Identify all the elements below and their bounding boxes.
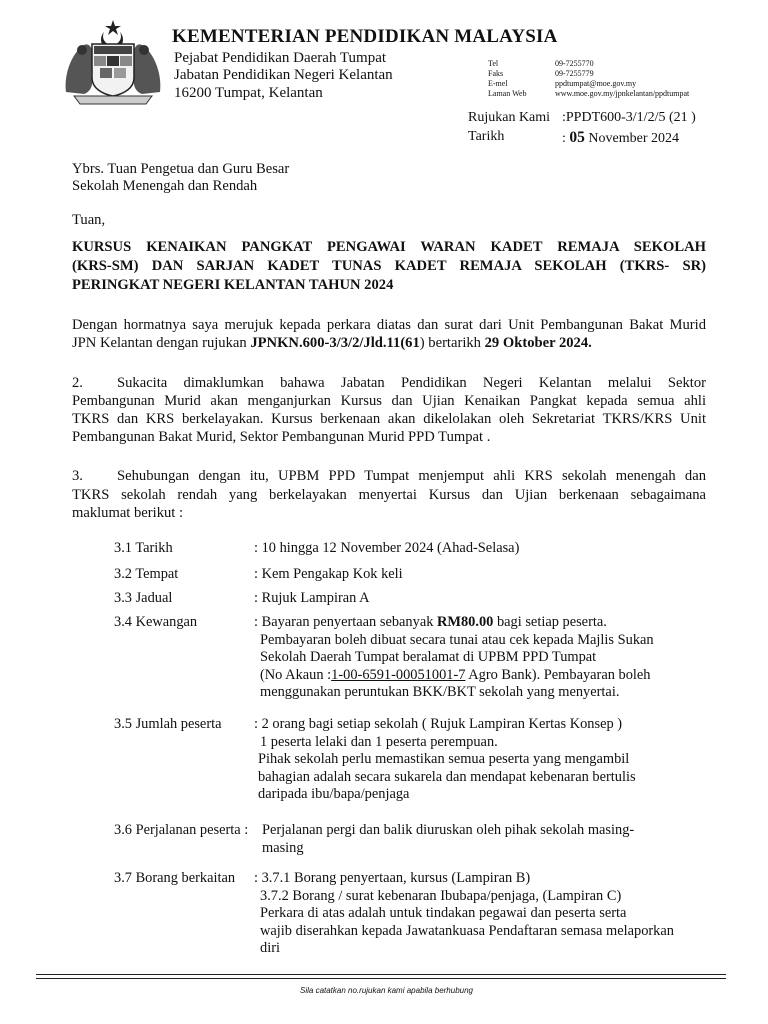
recipient-line-2: Sekolah Menengah dan Rendah [72, 178, 258, 194]
para2-line-4: Pembangunan Bakat Murid, Sektor Pembangunan Murid PPD Tumpat . [72, 429, 491, 445]
reference-value: :PPDT600-3/1/2/5 (21 ) [562, 110, 696, 125]
para3-number: 3. [72, 468, 83, 484]
detail-jumlah-label: 3.5 Jumlah peserta [114, 716, 222, 732]
detail-jadual-label: 3.3 Jadual [114, 590, 173, 606]
contact-web-value: www.moe.gov.my/jpnkelantan/ppdtumpat [555, 89, 690, 98]
para3-line-3: maklumat berikut : [72, 505, 184, 521]
contact-tel-label: Tel [488, 59, 499, 68]
para3-line-2: TKRS sekolah rendah yang berkelayakan menyertai Kursus dan Ujian berkenaan sebagaimana [72, 487, 706, 503]
contact-email-label: E-mel [488, 79, 508, 88]
office-line-1: Pejabat Pendidikan Daerah Tumpat [174, 50, 387, 66]
salutation: Tuan, [72, 212, 106, 228]
date-label: Tarikh [468, 129, 505, 144]
contact-email-value: ppdtumpat@moe.gov.my [555, 79, 637, 88]
office-line-3: 16200 Tumpat, Kelantan [174, 85, 323, 101]
title-line-2: (KRS-SM) DAN SARJAN KADET TUNAS KADET REMAJA SEKOLAH (TKRS- SR) [72, 258, 706, 274]
detail-perjalanan-value: Perjalanan pergi dan balik diuruskan oleh pihak sekolah masing- masing [262, 822, 635, 856]
para2-line-1: Sukacita dimaklumkan bahawa Jabatan Pendidikan Negeri Kelantan melalui Sektor [117, 375, 706, 391]
coat-of-arms-emblem [60, 18, 166, 106]
para2-number: 2. [72, 375, 83, 391]
office-line-2: Jabatan Pendidikan Negeri Kelantan [174, 67, 393, 83]
intro-line-2: JPN Kelantan dengan rujukan JPNKN.600-3/3/2/Jld.11(61) bertarikh 29 Oktober 2024. [72, 335, 592, 351]
detail-jadual-value: : Rujuk Lampiran A [254, 590, 370, 606]
contact-tel-value: 09-7255770 [555, 59, 594, 68]
detail-borang-value: : 3.7.1 Borang penyertaan, kursus (Lampiran B) 3.7.2 Borang / surat kebenaran Ibubapa/penjaga, (Lampiran C) Perkara di atas adalah untuk tindakan pegawai dan peserta serta wajib diserahkan kepada Jawatankuasa Pendaftaran semasa melaporkan diri [254, 870, 674, 956]
detail-kewangan-label: 3.4 Kewangan [114, 614, 198, 630]
para2-line-2: Pembangunan Murid akan menganjurkan Kursus dan Ujian Kenaikan Pangkat kepada semua ahli [72, 393, 706, 409]
detail-tempat-label: 3.2 Tempat [114, 566, 179, 582]
title-line-1: KURSUS KENAIKAN PANGKAT PENGAWAI WARAN KADET REMAJA SEKOLAH [72, 239, 706, 255]
footer-note: Sila catatkan no.rujukan kami apabila berhubung [300, 986, 474, 995]
detail-tarikh-label: 3.1 Tarikh [114, 540, 173, 556]
title-line-3: PERINGKAT NEGERI KELANTAN TAHUN 2024 [72, 277, 394, 293]
contact-web-label: Laman Web [488, 89, 527, 98]
detail-tarikh-value: : 10 hingga 12 November 2024 (Ahad-Selasa) [254, 540, 520, 556]
detail-perjalanan-label: 3.6 Perjalanan peserta : [114, 822, 249, 838]
footer-divider [36, 974, 726, 975]
contact-fax-value: 09-7255779 [555, 69, 594, 78]
intro-line-1: Dengan hormatnya saya merujuk kepada perkara diatas dan surat dari Unit Pembangunan Bakat Murid [72, 317, 706, 333]
detail-borang-label: 3.7 Borang berkaitan [114, 870, 236, 886]
para2-line-3: TKRS dan KRS berkelayakan. Kursus berkenaan akan dikelolakan oleh Sekretariat TKRS/KRS Unit [72, 411, 706, 427]
detail-tempat-value: : Kem Pengakap Kok keli [254, 566, 403, 582]
recipient-line-1: Ybrs. Tuan Pengetua dan Guru Besar [72, 161, 290, 177]
detail-jumlah-value: : 2 orang bagi setiap sekolah ( Rujuk Lampiran Kertas Konsep ) 1 peserta lelaki dan 1 peserta perempuan. Pihak sekolah perlu memastikan semua peserta yang mengambil bahagian adalah secara sukarela dan mendapat kebenaran bertulis daripada ibu/bapa/penjaga [254, 716, 636, 802]
date-value: : 05 November 2024 [562, 129, 679, 146]
footer-divider-thin [36, 978, 726, 979]
contact-fax-label: Faks [488, 69, 504, 78]
ministry-title: KEMENTERIAN PENDIDIKAN MALAYSIA [172, 26, 558, 47]
para3-line-1: Sehubungan dengan itu, UPBM PPD Tumpat menjemput ahli KRS sekolah menengah dan [117, 468, 706, 484]
reference-label: Rujukan Kami [468, 110, 551, 125]
detail-kewangan-value: : Bayaran penyertaan sebanyak RM80.00 bagi setiap peserta. Pembayaran boleh dibuat secara tunai atau cek kepada Majlis Sukan Sekolah Daerah Tumpat beralamat di UPBM PPD Tumpat (No Akaun :1-00-6591-00051001-7 Agro Bank). Pembayaran boleh menggunakan peruntukan BKK/BKT sekolah yang menyertai. [254, 614, 654, 700]
